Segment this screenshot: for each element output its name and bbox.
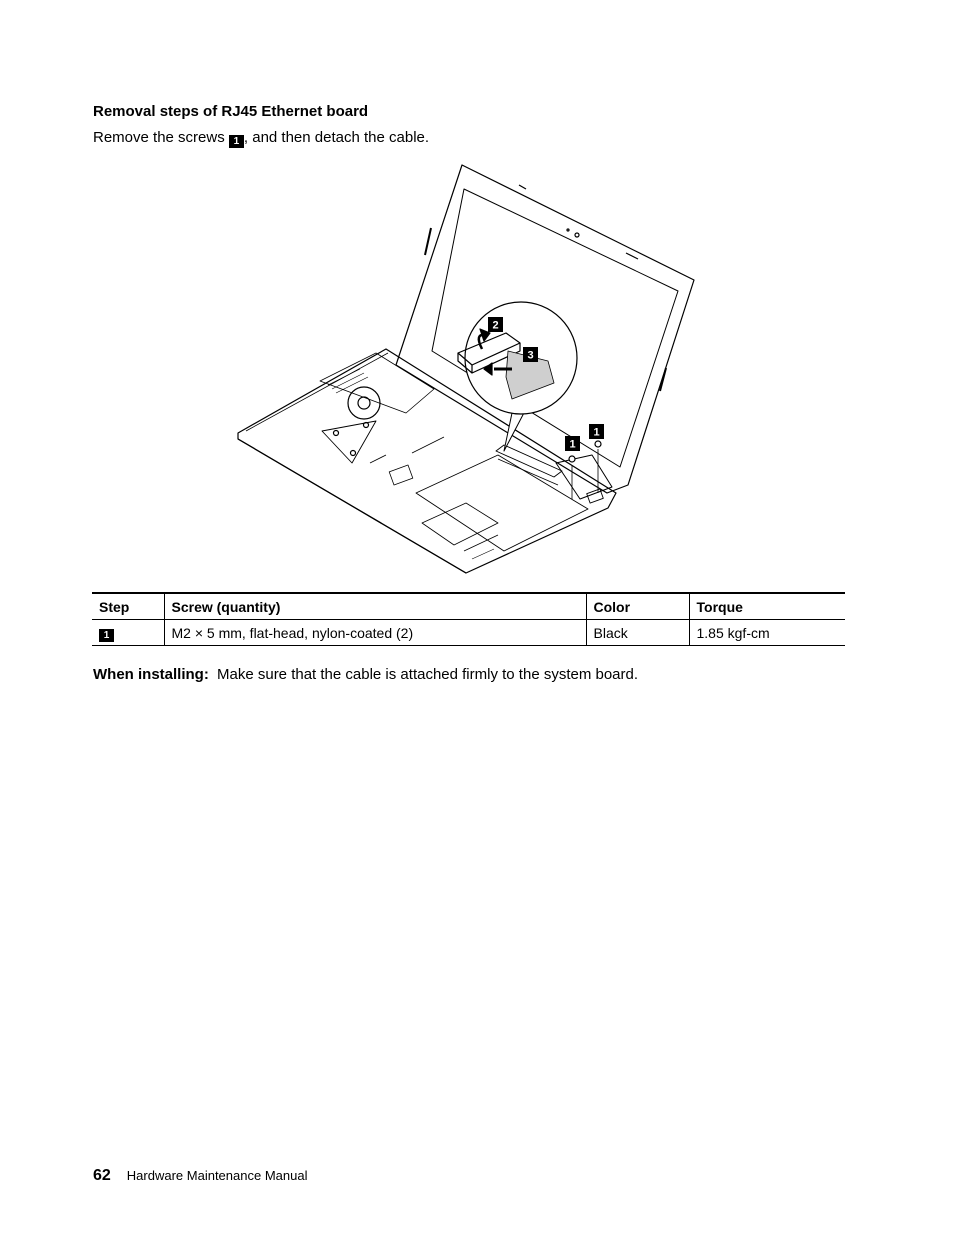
intro-text-after: , and then detach the cable. bbox=[243, 129, 430, 146]
rj45-board bbox=[556, 455, 612, 499]
cell-color: Black bbox=[586, 620, 689, 646]
intro-text bbox=[93, 129, 429, 148]
callout-label-1b: 1 bbox=[569, 438, 576, 451]
intro-text-before: Remove the screws bbox=[93, 129, 225, 146]
fan bbox=[348, 387, 380, 419]
callout-label-1a: 1 bbox=[593, 426, 600, 439]
header-screw: Screw (quantity) bbox=[164, 593, 586, 620]
cell-step bbox=[92, 620, 164, 646]
cell-screw: M2 × 5 mm, flat-head, nylon-coated (2) bbox=[164, 620, 586, 646]
callout-label-3: 3 bbox=[527, 349, 534, 362]
note-label: When installing: bbox=[93, 666, 209, 683]
laptop-illustration bbox=[236, 163, 701, 575]
header-torque: Torque bbox=[689, 593, 845, 620]
header-step: Step bbox=[92, 593, 164, 620]
section-heading: Removal steps of RJ45 Ethernet board bbox=[93, 103, 369, 120]
note-text: Make sure that the cable is attached firmly to the system board. bbox=[217, 666, 639, 683]
zoom-bubble-pointer bbox=[504, 409, 526, 451]
cell-torque: 1.85 kgf-cm bbox=[689, 620, 845, 646]
page-number: 62 bbox=[93, 1167, 111, 1184]
page-footer bbox=[93, 1167, 307, 1185]
table-row bbox=[92, 620, 845, 646]
screw-spec-table bbox=[92, 592, 845, 646]
table-header-row bbox=[92, 593, 845, 620]
callout-label-2: 2 bbox=[492, 319, 499, 332]
installation-note bbox=[93, 666, 638, 683]
manual-title: Hardware Maintenance Manual bbox=[126, 1168, 308, 1183]
header-color: Color bbox=[586, 593, 689, 620]
step-badge: 1 bbox=[99, 629, 114, 642]
step-badge: 1 bbox=[229, 135, 244, 148]
